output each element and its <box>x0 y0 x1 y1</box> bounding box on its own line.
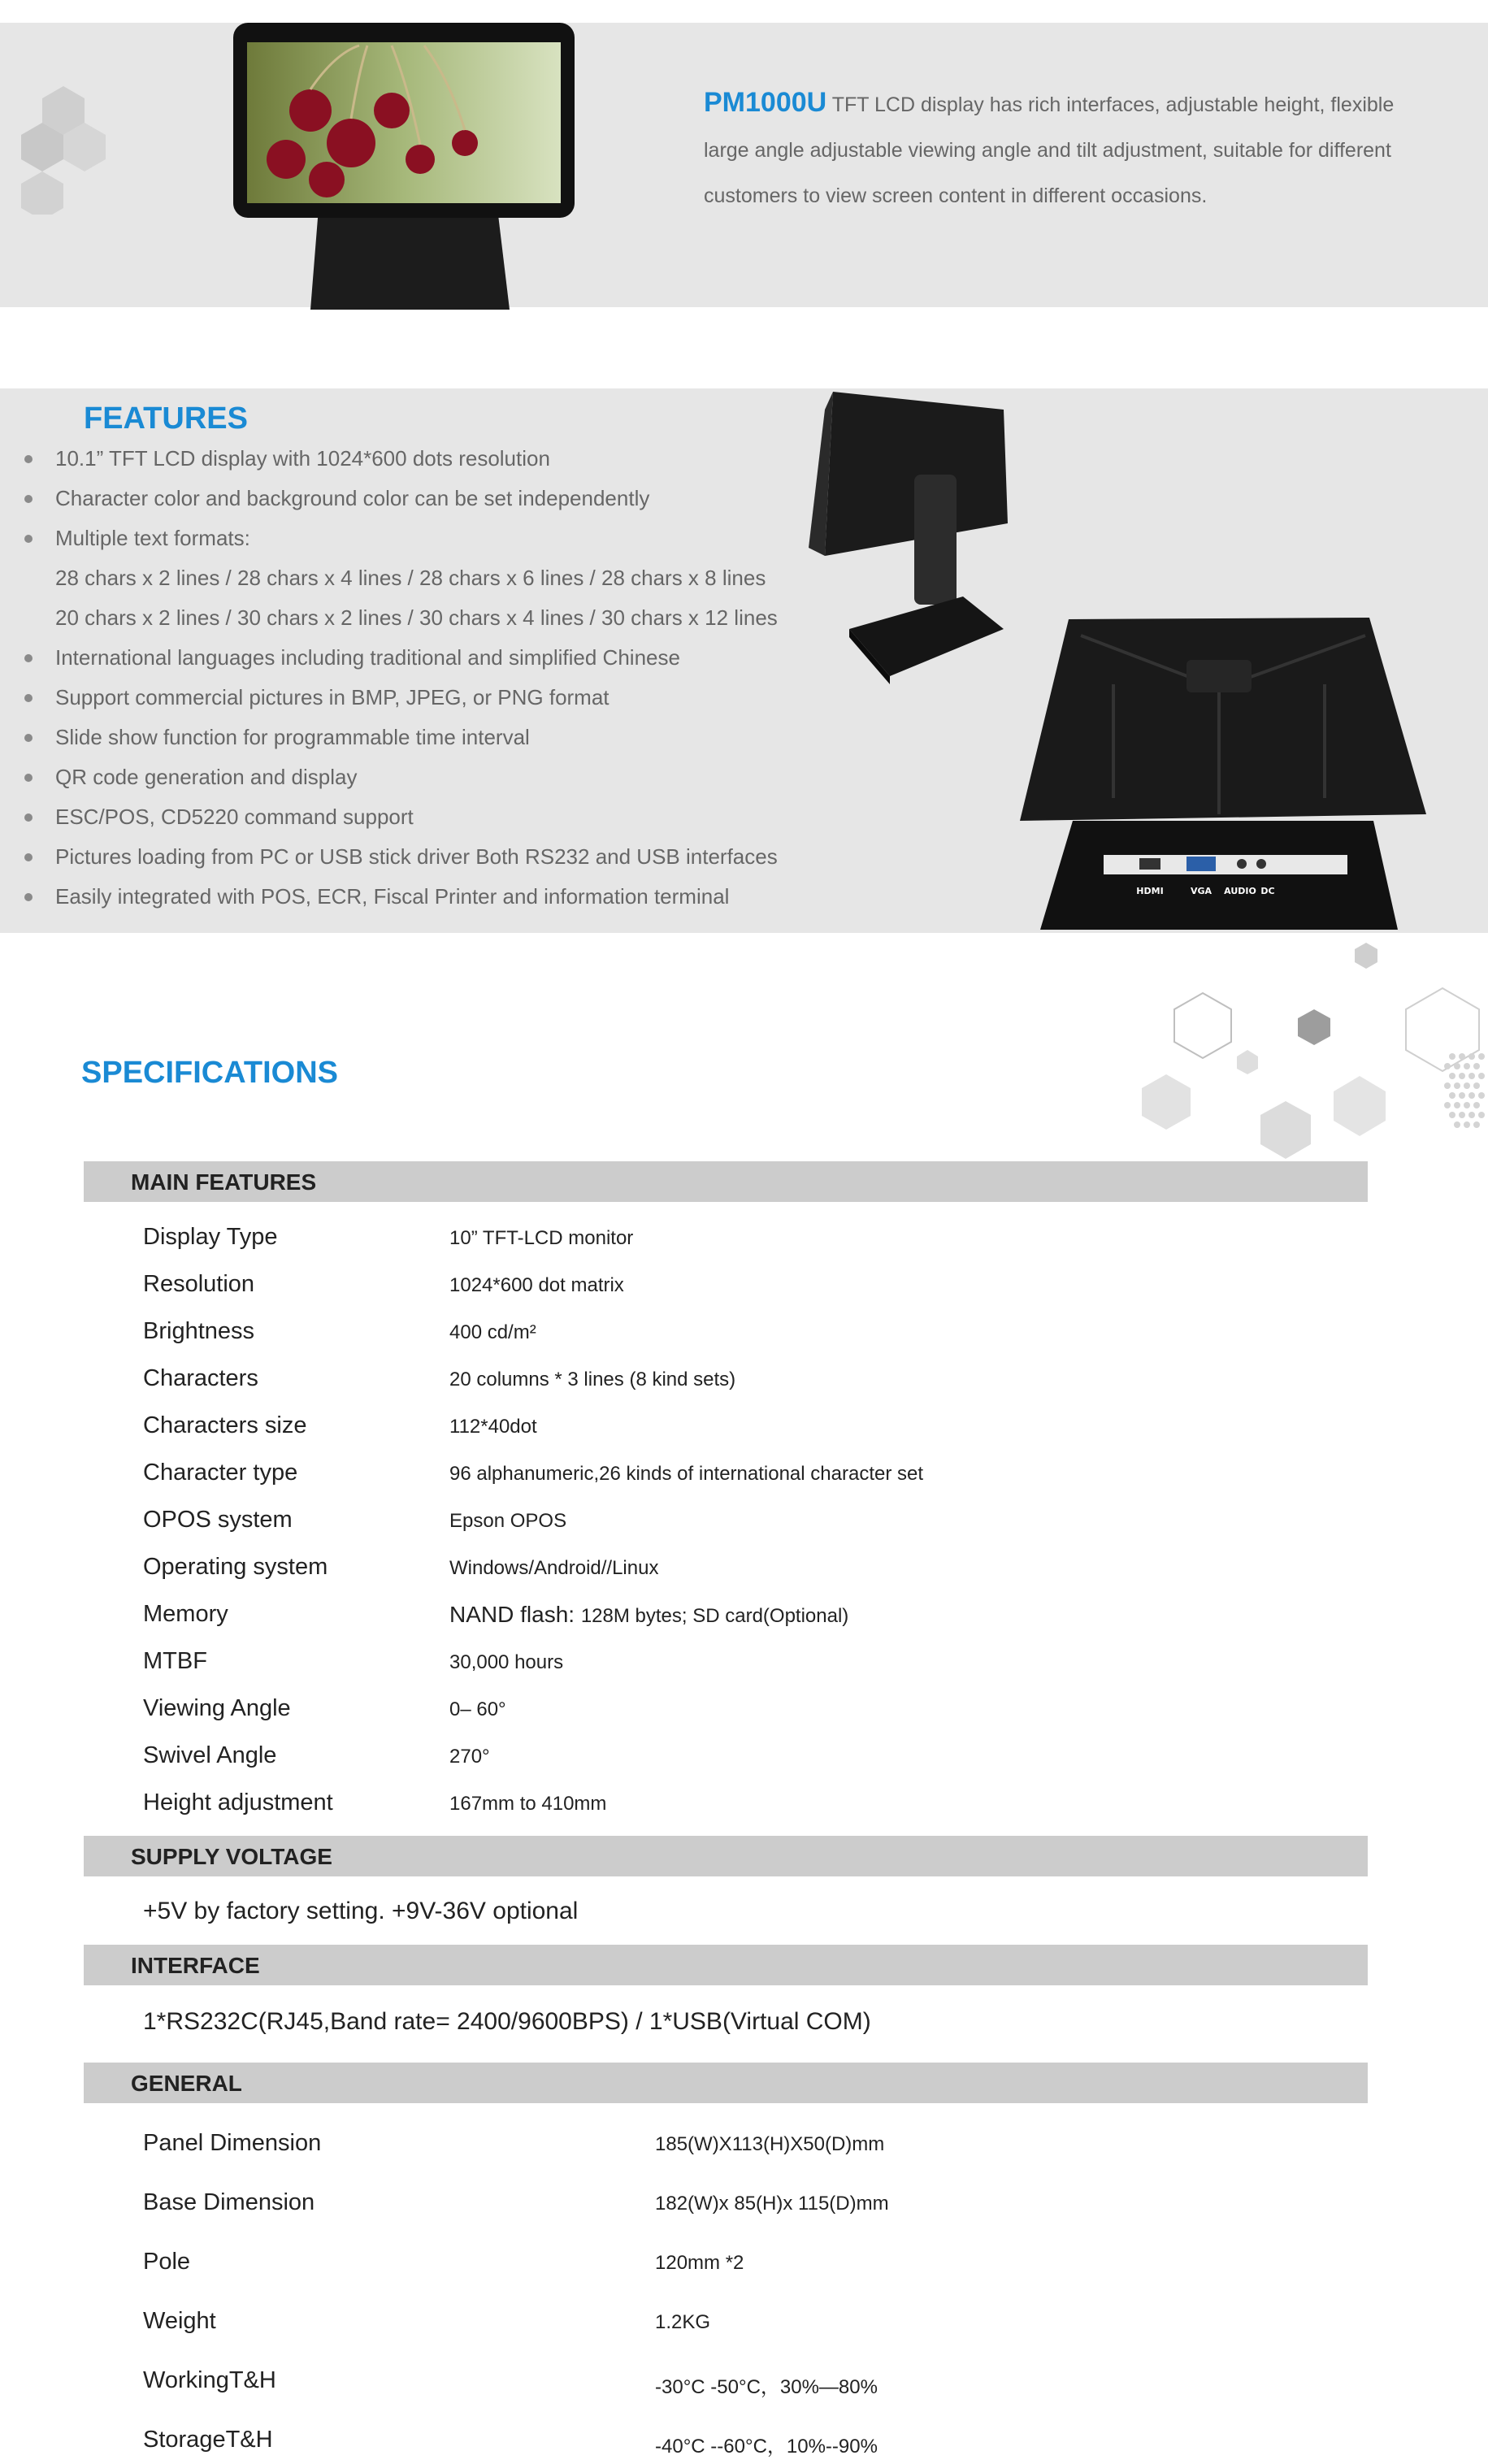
general-row <box>143 2239 1362 2286</box>
spec-value: 1024*600 dot matrix <box>449 1274 624 1296</box>
general-row <box>143 2120 1362 2167</box>
general-row <box>143 2417 1362 2464</box>
feature-item: QR code generation and display <box>0 757 813 797</box>
spec-row <box>143 1733 1362 1780</box>
intro-line-1: TFT LCD display has rich interfaces, adjustable height, flexible <box>826 93 1395 116</box>
spec-row <box>143 1356 1362 1403</box>
spec-label: Brightness <box>143 1318 255 1344</box>
spec-row <box>143 1261 1362 1308</box>
feature-item: 10.1” TFT LCD display with 1024*600 dots resolution <box>0 439 813 479</box>
spec-value: 96 alphanumeric,26 kinds of international character set <box>449 1463 924 1485</box>
spec-label: Characters <box>143 1365 258 1391</box>
spec-value: 30,000 hours <box>449 1651 564 1673</box>
feature-item: Easily integrated with POS, ECR, Fiscal Printer and information terminal <box>0 877 813 917</box>
port-label-vga: VGA <box>1190 886 1213 896</box>
general-value: 120mm *2 <box>655 2252 744 2274</box>
spec-label: Height adjustment <box>143 1789 333 1815</box>
spec-row <box>143 1638 1362 1685</box>
intro-description <box>704 80 1451 219</box>
features-list <box>0 439 813 917</box>
general-label: StorageT&H <box>143 2427 273 2453</box>
general-row <box>143 2358 1362 2405</box>
hexagon-cluster-decoration <box>1134 935 1488 1162</box>
supply-voltage-heading: SUPPLY VOLTAGE <box>131 1844 332 1869</box>
general-label: Weight <box>143 2308 216 2334</box>
spec-value: 270° <box>449 1746 490 1768</box>
model-name: PM1000U <box>704 87 827 118</box>
spec-row <box>143 1544 1362 1591</box>
spec-value-prefix: NAND flash: <box>449 1602 581 1627</box>
general-value: -30°C -50°C，30%—80% <box>655 2376 878 2398</box>
spec-row <box>143 1450 1362 1497</box>
monitor-side-image <box>800 385 1012 702</box>
port-label-audio: AUDIO <box>1224 886 1256 896</box>
spec-label: Resolution <box>143 1271 255 1297</box>
supply-voltage-text: +5V by factory setting. +9V-36V optional <box>143 1898 579 1924</box>
spec-row <box>143 1403 1362 1450</box>
feature-item: Support commercial pictures in BMP, JPEG, or PNG format <box>0 678 813 718</box>
feature-item: Character color and background color can be set independently <box>0 479 813 518</box>
spec-value: 400 cd/m² <box>449 1321 536 1343</box>
spec-value: 10” TFT-LCD monitor <box>449 1227 634 1249</box>
spec-row <box>143 1214 1362 1261</box>
spec-label: Operating system <box>143 1554 328 1580</box>
spec-value: 167mm to 410mm <box>449 1793 607 1815</box>
spec-row <box>143 1497 1362 1544</box>
feature-item: Multiple text formats: <box>0 518 813 558</box>
main-features-heading: MAIN FEATURES <box>131 1169 317 1195</box>
general-label: Base Dimension <box>143 2189 315 2215</box>
spec-value: 0– 60° <box>449 1698 506 1720</box>
spec-row <box>143 1780 1362 1827</box>
feature-item: Pictures loading from PC or USB stick driver Both RS232 and USB interfaces <box>0 837 813 877</box>
spec-value: 112*40dot <box>449 1416 537 1438</box>
general-row <box>143 2298 1362 2345</box>
main-features-header <box>84 1161 1368 1202</box>
spec-row <box>143 1308 1362 1356</box>
spec-label: Memory <box>143 1601 228 1627</box>
feature-item: 28 chars x 2 lines / 28 chars x 4 lines / 28 chars x 6 lines / 28 chars x 8 lines <box>55 566 766 590</box>
port-label-hdmi: HDMI <box>1136 886 1164 896</box>
feature-item: ESC/POS, CD5220 command support <box>0 797 813 837</box>
general-header <box>84 2063 1368 2103</box>
interface-heading: INTERFACE <box>131 1953 260 1978</box>
interface-text: 1*RS232C(RJ45,Band rate= 2400/9600BPS) / 1*USB(Virtual COM) <box>143 2008 871 2035</box>
spec-label: Character type <box>143 1460 298 1486</box>
spec-label: Viewing Angle <box>143 1695 291 1721</box>
general-label: Panel Dimension <box>143 2130 322 2156</box>
general-value: 1.2KG <box>655 2311 711 2333</box>
specifications-title: SPECIFICATIONS <box>81 1056 338 1090</box>
monitor-front-image <box>229 21 595 314</box>
general-label: WorkingT&H <box>143 2367 276 2393</box>
features-title: FEATURES <box>84 401 248 436</box>
spec-value: 20 columns * 3 lines (8 kind sets) <box>449 1369 736 1390</box>
feature-item: Slide show function for programmable time interval <box>0 718 813 757</box>
spec-label: Display Type <box>143 1224 278 1250</box>
intro-line-2: large angle adjustable viewing angle and tilt adjustment, suitable for different <box>704 139 1391 162</box>
general-value: 185(W)X113(H)X50(D)mm <box>655 2133 885 2155</box>
general-value: 182(W)x 85(H)x 115(D)mm <box>655 2193 889 2215</box>
monitor-back-image <box>1016 611 1430 932</box>
spec-label: OPOS system <box>143 1507 293 1533</box>
spec-row <box>143 1685 1362 1733</box>
hexagon-decoration <box>15 85 112 215</box>
port-label-dc: DC <box>1260 886 1275 896</box>
intro-line-3: customers to view screen content in different occasions. <box>704 184 1208 207</box>
spec-label: Swivel Angle <box>143 1742 277 1768</box>
interface-header <box>84 1945 1368 1985</box>
spec-value: Windows/Android//Linux <box>449 1557 659 1579</box>
spec-row <box>143 1591 1362 1638</box>
general-value: -40°C --60°C，10%--90% <box>655 2436 878 2457</box>
spec-value-detail: 128M bytes; SD card(Optional) <box>580 1605 849 1627</box>
spec-label: MTBF <box>143 1648 207 1674</box>
spec-value: Epson OPOS <box>449 1510 567 1532</box>
feature-item: 20 chars x 2 lines / 30 chars x 2 lines / 30 chars x 4 lines / 30 chars x 12 lines <box>55 605 778 630</box>
general-heading: GENERAL <box>131 2071 242 2096</box>
supply-voltage-header <box>84 1836 1368 1876</box>
spec-value <box>449 1602 848 1628</box>
general-label: Pole <box>143 2249 191 2275</box>
feature-item: International languages including traditional and simplified Chinese <box>0 638 813 678</box>
spec-label: Characters size <box>143 1412 307 1438</box>
general-row <box>143 2180 1362 2227</box>
